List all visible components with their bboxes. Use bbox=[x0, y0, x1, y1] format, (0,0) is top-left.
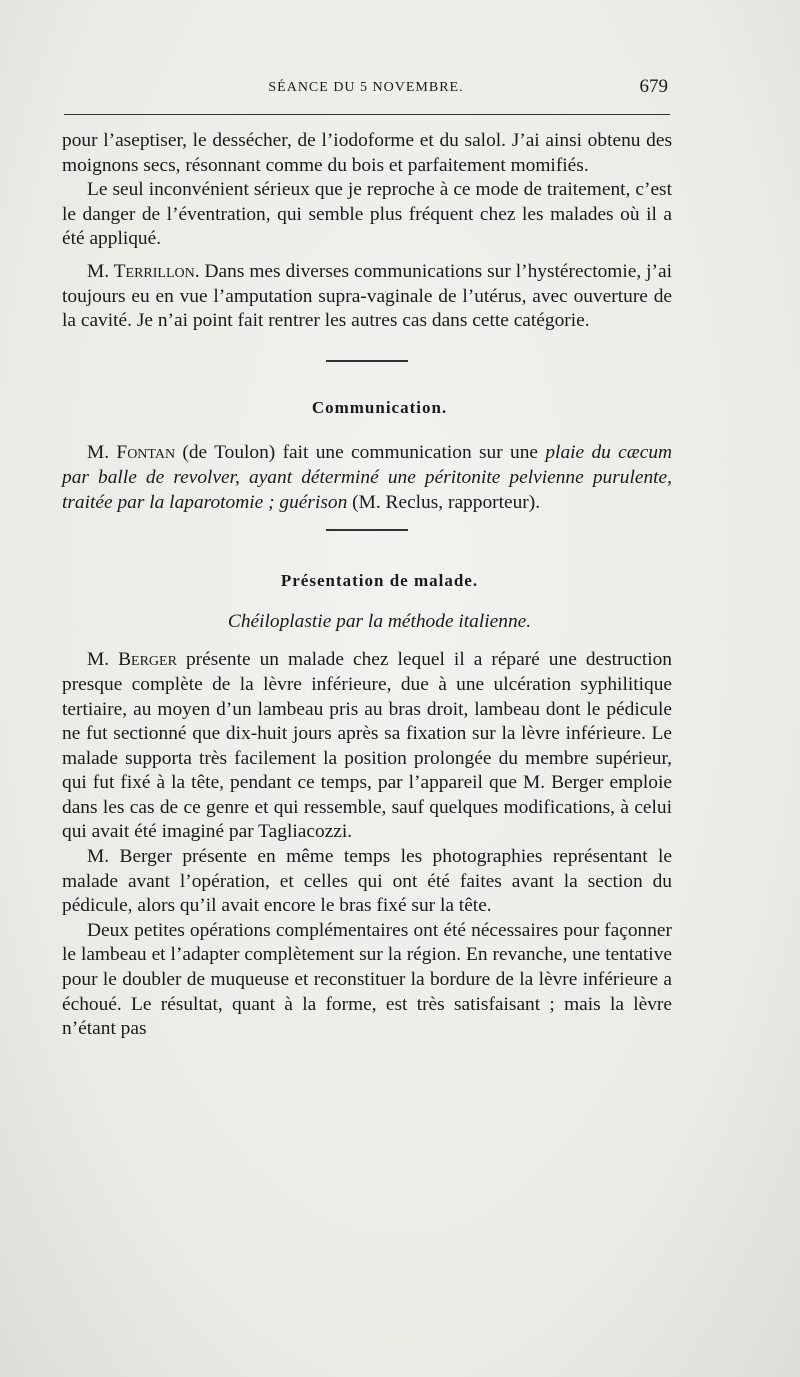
page-header bbox=[62, 74, 670, 114]
section-subtitle-cheiloplastie: Chéiloplastie par la méthode italienne. bbox=[227, 610, 532, 632]
berger-text: présente un malade chez lequel il a réparé une destruction presque complète de la lèvre inférieure, due à une ulcération syphilitique tertiaire, au moyen d’un lambeau pris au bras droit, lambeau dont le pédicule ne fut sectionné que dix-huit jours après sa fixation sur la lèvre inférieure. Le malade supporta très facilement la position prolongée du membre supérieur, qui fut fixé à la tête, pendant ce temps, par l’appareil que M. Berger emploie dans les cas de ce genre et qui ressemble, sauf quelques modifications, à celui qui avait été imaginé par Tagliacozzi. bbox=[62, 649, 672, 843]
paragraph-photographs: M. Berger présente en même temps les photographies représentant le malade avant l’opération, et celles qui ont été faites avant la section du pédicule, alors qu’il avait encore le bras fixé sur la tête. bbox=[62, 846, 672, 917]
speaker-fontan: M. Fontan bbox=[87, 442, 176, 464]
paragraph-inconvenient: Le seul inconvénient sérieux que je reproche à ce mode de traitement, c’est le danger de l’éventration, qui semble plus fréquent chez les malades où il a été appliqué. bbox=[62, 179, 672, 250]
terrillon-text: Dans mes diverses communications sur l’hystérectomie, j’ai toujours eu en vue l’amputation supra-vaginale de l’utérus, avec ouverture de la cavité. Je n’ai point fait rentrer les autres cas dans cette catégorie. bbox=[62, 260, 672, 332]
section-title-communication: Communication. bbox=[311, 397, 448, 417]
body-text bbox=[62, 129, 672, 1042]
paragraph-continued: pour l’aseptiser, le dessécher, de l’iodoforme et du salol. J’ai ainsi obtenu des moignons secs, résonnant comme du bois et parfaitement momifiés. bbox=[62, 130, 672, 176]
running-head: SÉANCE DU 5 NOVEMBRE. bbox=[268, 80, 464, 95]
page-number: 679 bbox=[639, 76, 668, 97]
header-rule bbox=[64, 114, 670, 115]
paragraph-fontan bbox=[62, 441, 672, 515]
speaker-terrillon: M. Terrillon. bbox=[87, 260, 200, 282]
paragraph-terrillon bbox=[62, 260, 672, 334]
section-title-presentation: Présentation de malade. bbox=[280, 571, 479, 591]
fontan-text-pre: (de Toulon) fait une communication sur une bbox=[175, 442, 546, 464]
fontan-text-post: (M. Reclus, rapporteur). bbox=[347, 491, 541, 513]
speaker-berger: M. Berger bbox=[87, 649, 177, 671]
paragraph-berger bbox=[62, 648, 672, 845]
paragraph-operations: Deux petites opérations complémentaires ont été nécessaires pour façonner le lambeau et l’adapter complètement sur la région. En revanche, une tentative pour le doubler de muqueuse et reconstituer la bordure de la lèvre inférieure a échoué. Le résultat, quant à la forme, est très satisfaisant ; mais la lèvre n’étant pas bbox=[62, 919, 672, 1040]
fontan-title-italic: plaie du cæcum par balle de revolver, ayant déterminé une péritonite pelvienne purulente, traitée par la laparotomie ; guérison bbox=[62, 442, 673, 513]
